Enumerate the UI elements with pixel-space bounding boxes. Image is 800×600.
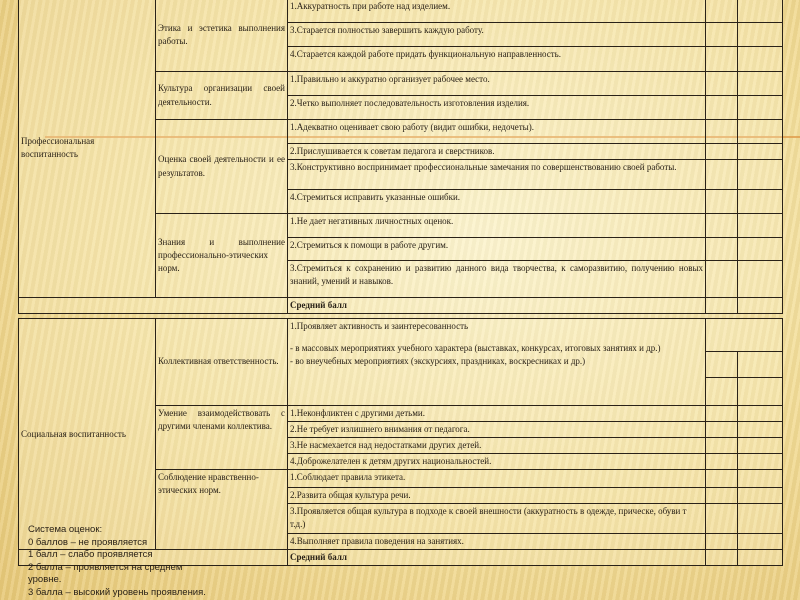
score-cell[interactable] [706, 0, 738, 23]
section-label: Социальная воспитанность [19, 319, 156, 550]
score-cell[interactable] [706, 319, 783, 352]
indicator-sub: - во внеучебных мероприятиях (экскурсиях, праздниках, воскресниках и др.) [290, 356, 586, 367]
score-cell[interactable] [706, 438, 738, 454]
score-cell[interactable] [738, 454, 783, 470]
score-cell[interactable] [738, 406, 783, 422]
indicator: 4.Доброжелателен к детям других национальностей. [288, 454, 706, 470]
criterion-label: Умение взаимодействовать с другими членами коллектива. [156, 406, 288, 470]
criterion-label: Этика и эстетика выполнения работы. [156, 0, 288, 72]
score-cell[interactable] [706, 144, 738, 160]
criterion-label: Соблюдение нравственно-этических норм. [156, 470, 288, 550]
score-cell[interactable] [738, 352, 783, 378]
score-cell[interactable] [738, 261, 783, 298]
average-score-label: Средний балл [288, 550, 706, 566]
score-cell[interactable] [706, 190, 738, 214]
indicator: 1.Проявляет активность и заинтересованность - в массовых мероприятиях учебного характера (выставках, конкурсах, итоговых занятиях и др.) - во внеучебных мероприятиях (экскурсиях, праздниках, воскресниках и др.) [288, 319, 706, 406]
criterion-label: Оценка своей деятельности и ее результатов. [156, 120, 288, 214]
professional-upbringing-table [18, 0, 783, 314]
grading-legend [28, 524, 218, 599]
score-cell[interactable] [738, 0, 783, 23]
score-cell[interactable] [738, 47, 783, 72]
indicator: 1.Соблюдает правила этикета. [288, 470, 706, 488]
legend-line: 2 балла – проявляется на среднем уровне. [28, 561, 183, 585]
score-cell[interactable] [738, 438, 783, 454]
indicator: 3.Стремиться к сохранению и развитию данного вида творчества, к саморазвитию, получению новых знаний, умений и навыков. [288, 261, 706, 298]
indicator: 1.Адекватно оценивает свою работу (видит ошибки, недочеты). [288, 120, 706, 144]
indicator: 2.Стремиться к помощи в работе другим. [288, 238, 706, 261]
score-cell[interactable] [738, 378, 783, 406]
indicator: 2.Четко выполняет последовательность изготовления изделия. [288, 96, 706, 120]
score-cell[interactable] [738, 23, 783, 47]
score-cell[interactable] [738, 72, 783, 96]
legend-line: 1 балл – слабо проявляется [28, 549, 153, 560]
legend-line: 0 баллов – не проявляется [28, 536, 148, 548]
indicator: 3.Конструктивно воспринимает профессиональные замечания по совершенствованию своей работы. [288, 160, 706, 190]
score-cell[interactable] [706, 72, 738, 96]
legend-line: 3 балла – высокий уровень проявления. [28, 586, 206, 598]
score-cell[interactable] [706, 96, 738, 120]
indicator: 3.Проявляется общая культура в подходе к своей внешности (аккуратность в одежде, прическе, обуви т т.д.) [288, 504, 706, 534]
criterion-label: Знания и выполнение профессионально-этических норм. [156, 214, 288, 298]
score-cell[interactable] [706, 261, 738, 298]
score-cell[interactable] [738, 470, 783, 488]
indicator: 2.Прислушивается к советам педагога и сверстников. [288, 144, 706, 160]
indicator: 3.Старается полностью завершить каждую работу. [288, 23, 706, 47]
score-cell[interactable] [706, 214, 738, 238]
score-cell[interactable] [706, 454, 738, 470]
criterion-label: Коллективная ответственность. [156, 319, 288, 406]
score-cell[interactable] [706, 470, 738, 488]
score-cell[interactable] [706, 550, 738, 566]
score-cell[interactable] [738, 534, 783, 550]
average-score-label: Средний балл [288, 298, 706, 314]
score-cell[interactable] [706, 488, 738, 504]
criterion-label: Культура организации своей деятельности. [156, 72, 288, 120]
score-cell[interactable] [706, 298, 738, 314]
score-cell[interactable] [706, 504, 738, 534]
score-cell[interactable] [706, 534, 738, 550]
indicator: 4.Стремиться исправить указанные ошибки. [288, 190, 706, 214]
score-cell[interactable] [706, 422, 738, 438]
score-cell[interactable] [738, 422, 783, 438]
score-cell[interactable] [738, 160, 783, 190]
score-cell[interactable] [706, 23, 738, 47]
score-cell[interactable] [738, 550, 783, 566]
indicator: 1.Неконфликтен с другими детьми. [288, 406, 706, 422]
score-cell[interactable] [706, 120, 738, 144]
score-cell[interactable] [738, 214, 783, 238]
indicator-sub: - в массовых мероприятиях учебного характера (выставках, конкурсах, итоговых занятиях и др.) [290, 343, 661, 354]
score-cell[interactable] [706, 378, 738, 406]
score-cell[interactable] [706, 47, 738, 72]
score-cell[interactable] [738, 238, 783, 261]
indicator: 2.Не требует излишнего внимания от педагога. [288, 422, 706, 438]
indicator: 1.Аккуратность при работе над изделием. [288, 0, 706, 23]
score-cell[interactable] [738, 298, 783, 314]
indicator: 4.Выполняет правила поведения на занятиях. [288, 534, 706, 550]
score-cell[interactable] [738, 504, 783, 534]
score-cell[interactable] [738, 96, 783, 120]
indicator: 3.Не насмехается над недостатками других детей. [288, 438, 706, 454]
score-cell[interactable] [738, 120, 783, 144]
indicator: 1.Правильно и аккуратно организует рабочее место. [288, 72, 706, 96]
legend-title: Система оценок: [28, 524, 103, 535]
score-cell[interactable] [706, 238, 738, 261]
score-cell[interactable] [738, 144, 783, 160]
indicator: 4.Старается каждой работе придать функциональную направленность. [288, 47, 706, 72]
score-cell[interactable] [706, 406, 738, 422]
score-cell[interactable] [738, 190, 783, 214]
score-cell[interactable] [738, 488, 783, 504]
indicator: 2.Развита общая культура речи. [288, 488, 706, 504]
section-label: Профессиональная воспитанность [19, 0, 156, 298]
score-cell[interactable] [706, 352, 738, 378]
score-cell[interactable] [706, 160, 738, 190]
indicator: 1.Не дает негативных личностных оценок. [288, 214, 706, 238]
